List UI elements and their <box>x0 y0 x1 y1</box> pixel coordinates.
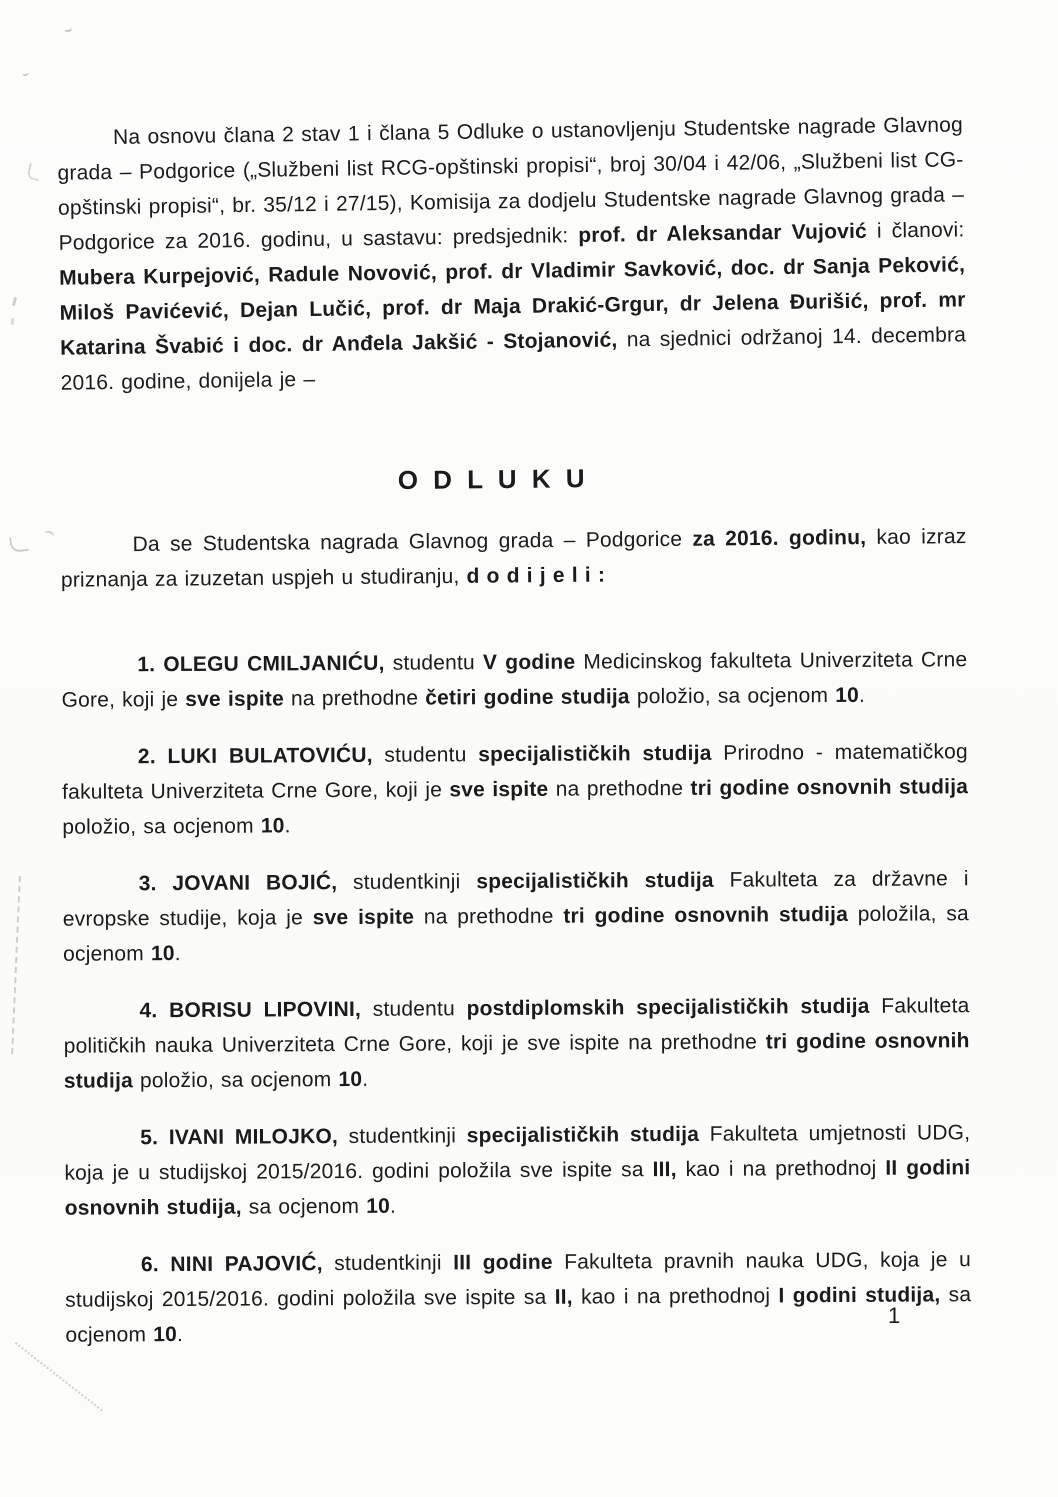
scan-artifact <box>22 69 30 76</box>
scan-artifact <box>9 535 29 553</box>
award-item-3: 3. JOVANI BOJIĆ, studentkinji specijalističkih studija Fakulteta za državne i evropske studije, koja je sve ispite na prethodne tri godine osnovnih studija položila, sa ocjenom 10. <box>62 867 969 966</box>
award-item-1: 1. OLEGU CMILJANIĆU, studentu V godine Medicinskog fakulteta Univerziteta Crne Gore, koji je sve ispite na prethodne četiri godine studija položio, sa ocjenom 10. <box>61 648 968 712</box>
page-number: 1 <box>888 1303 901 1328</box>
scan-artifact <box>11 318 15 325</box>
award-item-6: 6. NINI PAJOVIĆ, studentkinji III godine Fakulteta pravnih nauka UDG, koja je u studijskoj 2015/2016. godini položila sve ispite sa II, kao i na prethodnoj I godini studija, sa ocjenom 10. <box>65 1248 972 1347</box>
intro-paragraph: Na osnovu člana 2 stav 1 i člana 5 Odluke o ustanovljenju Studentske nagrade Glavnog grada – Podgorice („Službeni list RCG-opštinski propisi“, broj 30/04 i 42/06, „Službeni list CG-opštinski propisi“, br. 35/12 i 27/15), Komisija za dodjelu Studentske nagrade Glavnog grada – Podgorice za 2016. godinu, u sastavu: predsjednik: prof. dr Aleksandar Vujović i članovi: Mubera Kurpejović, Radule Novović, prof. dr Vladimir Savković, doc. dr Sanja Peković, Miloš Pavićević, Dejan Lučić, prof. dr Maja Drakić-Grgur, dr Jelena Đurišić, prof. mr Katarina Švabić i doc. dr Anđela Jakšić - Stojanović, na sjednici održanoj 14. decembra 2016. godine, donijela je – <box>57 113 967 395</box>
scan-artifact <box>11 876 21 1054</box>
award-item-2: 2. LUKI BULATOVIĆU, studentu specijalističkih studija Prirodno - matematičkog fakulteta Univerziteta Crne Gore, koji je sve ispite na prethodne tri godine osnovnih studija položio, sa ocjenom 10. <box>62 740 969 839</box>
award-item-4: 4. BORISU LIPOVINI, studentu postdiplomskih specijalističkih studija Fakulteta političkih nauka Univerziteta Crne Gore, koji je sve ispite na prethodne tri godine osnovnih studija položio, sa ocjenom 10. <box>63 994 970 1093</box>
scan-artifact <box>43 529 55 540</box>
document-content <box>58 115 972 1353</box>
scan-artifact <box>63 25 72 33</box>
decision-paragraph: Da se Studentska nagrada Glavnog grada – Podgorice za 2016. godinu, kao izraz priznanja za izuzetan uspjeh u studiranju, d o d i j e l i : <box>60 525 967 592</box>
scan-artifact <box>26 163 41 181</box>
award-item-5: 5. IVANI MILOJKO, studentkinji specijalističkih studija Fakulteta umjetnosti UDG, koja je u studijskoj 2015/2016. godini položila sve ispite sa III, kao i na prethodnoj II godini osnovnih studija, sa ocjenom 10. <box>64 1121 971 1220</box>
decision-title: O D L U K U <box>397 463 589 496</box>
scan-artifact <box>12 297 17 306</box>
